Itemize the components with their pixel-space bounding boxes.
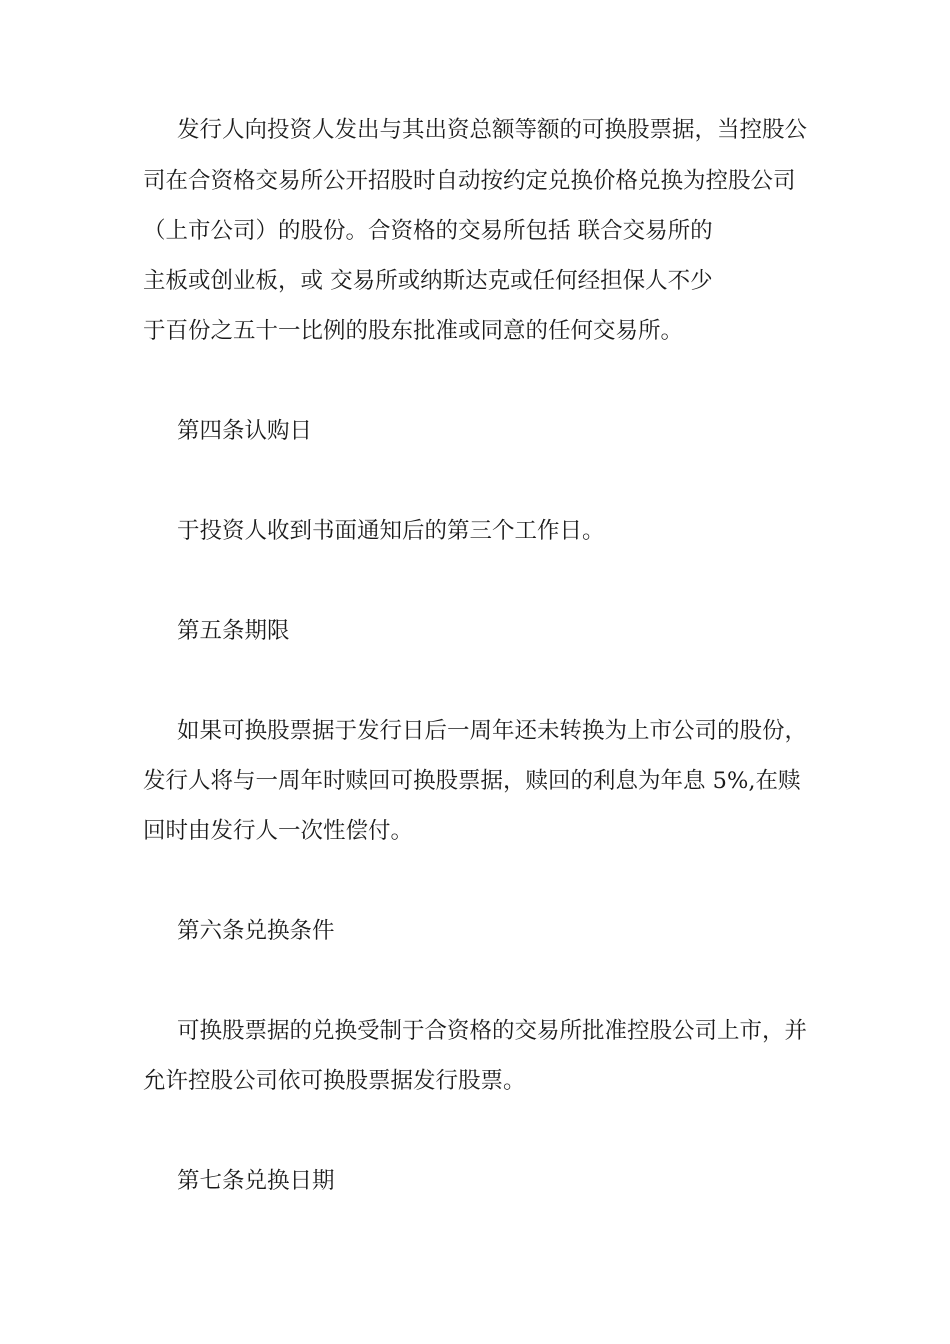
paragraph-line: 发行人向投资人发出与其出资总额等额的可换股票据，当控股公 <box>177 117 808 143</box>
paragraph-line: 主板或创业板，或 交易所或纳斯达克或任何经担保人不少 <box>143 268 713 294</box>
paragraph-line: 回时由发行人一次性偿付。 <box>143 818 414 844</box>
section-heading: 第四条认购日 <box>177 418 313 444</box>
paragraph-line: 于百份之五十一比例的股东批准或同意的任何交易所。 <box>143 318 684 344</box>
paragraph-line: 发行人将与一周年时赎回可换股票据，赎回的利息为年息 5%,在赎 <box>143 768 801 794</box>
section-heading: 第七条兑换日期 <box>177 1168 335 1194</box>
paragraph-line: 于投资人收到书面通知后的第三个工作日。 <box>177 518 605 544</box>
paragraph-line: （上市公司）的股份。合资格的交易所包括 联合交易所的 <box>143 218 713 244</box>
paragraph-line: 允许控股公司依可换股票据发行股票。 <box>143 1068 526 1094</box>
section-heading: 第五条期限 <box>177 618 290 644</box>
paragraph-line: 司在合资格交易所公开招股时自动按约定兑换价格兑换为控股公司 <box>143 168 796 194</box>
paragraph-line: 如果可换股票据于发行日后一周年还未转换为上市公司的股份， <box>177 718 808 744</box>
section-heading: 第六条兑换条件 <box>177 918 335 944</box>
paragraph-line: 可换股票据的兑换受制于合资格的交易所批准控股公司上市，并 <box>177 1018 808 1044</box>
